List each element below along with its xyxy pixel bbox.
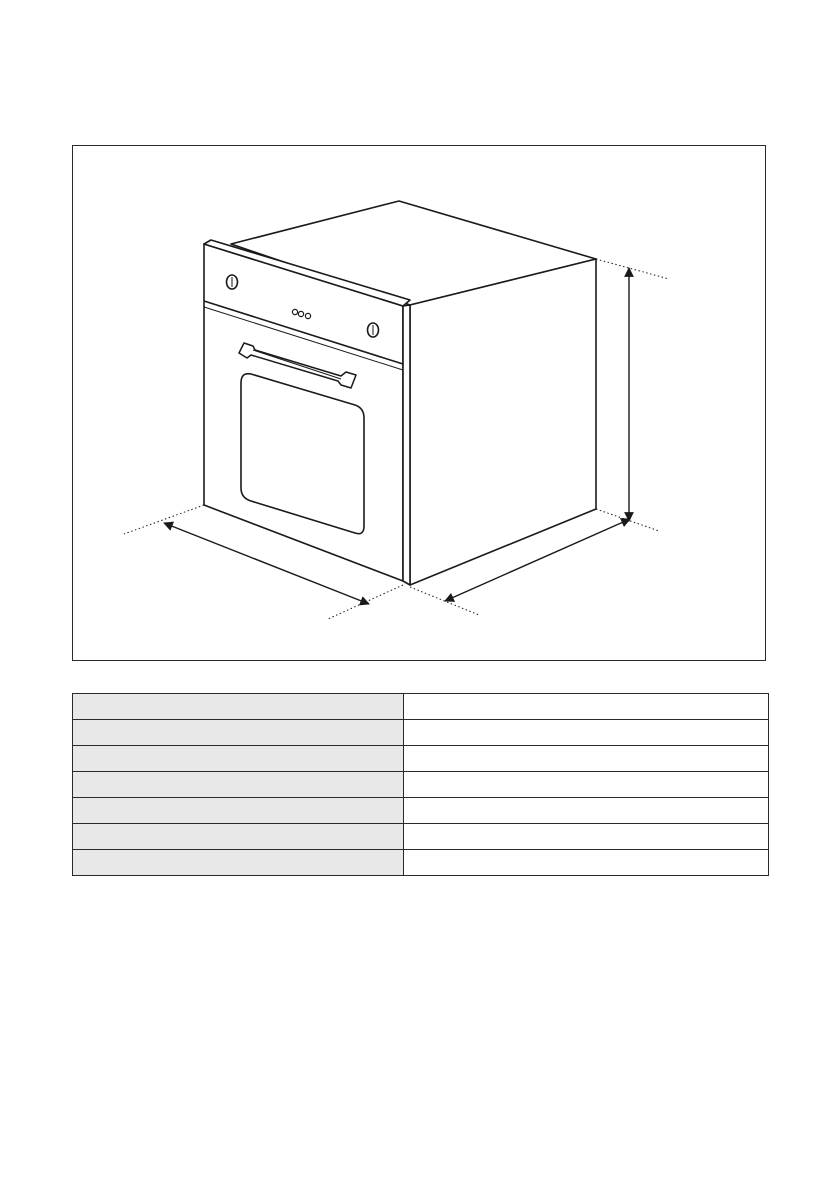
table-cell-value	[404, 850, 769, 876]
table-row	[73, 720, 769, 746]
table-cell-label	[73, 824, 404, 850]
oven-front-edge	[403, 305, 410, 585]
table-cell-label	[73, 850, 404, 876]
table-cell-value	[404, 746, 769, 772]
oven-icon	[204, 201, 596, 585]
table-row	[73, 824, 769, 850]
table-row	[73, 694, 769, 720]
indicator-light-icon	[292, 309, 297, 314]
table-cell-label	[73, 694, 404, 720]
oven-side-panel	[410, 259, 596, 585]
table-row	[73, 798, 769, 824]
table-row	[73, 850, 769, 876]
table-row	[73, 772, 769, 798]
table-cell-label	[73, 772, 404, 798]
table-cell-value	[404, 798, 769, 824]
table-cell-label	[73, 798, 404, 824]
table-cell-value	[404, 824, 769, 850]
table-cell-label	[73, 720, 404, 746]
indicator-light-icon	[298, 311, 303, 316]
oven-dimension-drawing	[73, 146, 767, 662]
dimensions-table	[72, 693, 769, 876]
table-cell-value	[404, 694, 769, 720]
indicator-light-icon	[305, 313, 310, 318]
table-cell-value	[404, 772, 769, 798]
table-cell-label	[73, 746, 404, 772]
dimension-figure-frame	[72, 145, 766, 661]
table-cell-value	[404, 720, 769, 746]
table-row	[73, 746, 769, 772]
